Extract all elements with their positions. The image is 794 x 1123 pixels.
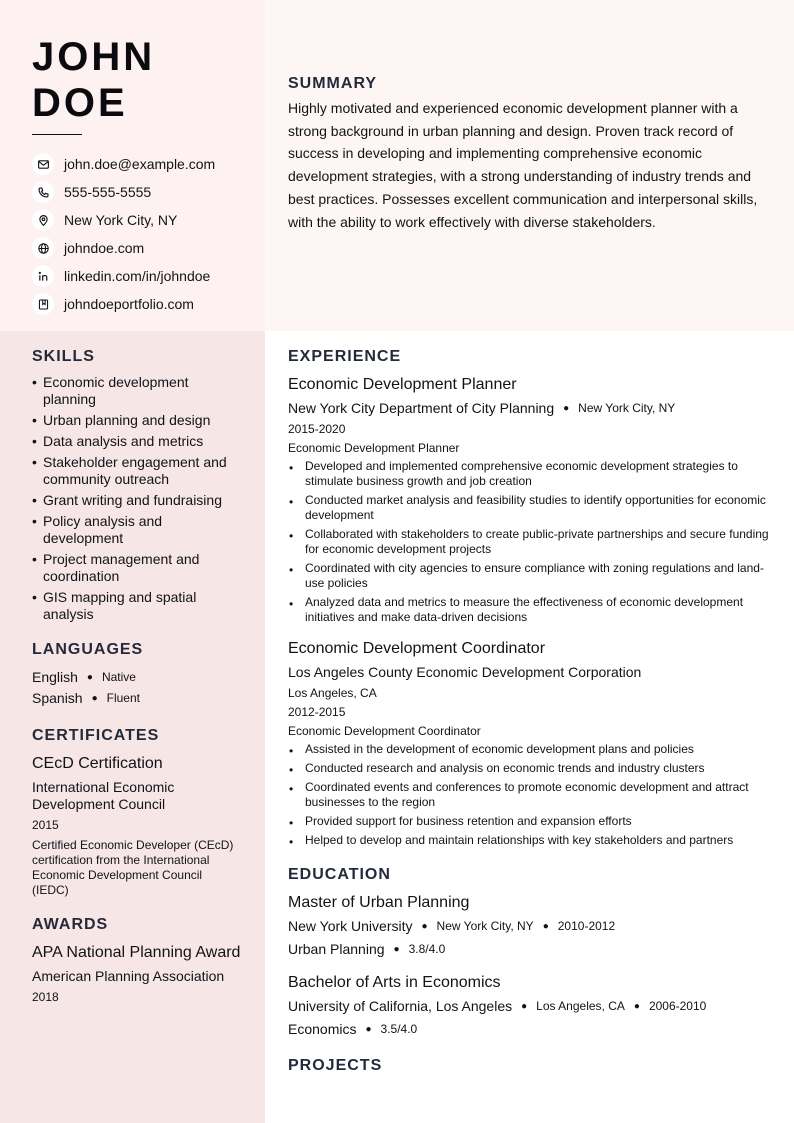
language-name: English [32,669,78,685]
contact-text: johndoe.com [64,240,145,256]
job-location: New York City, NY [578,401,676,415]
school: University of California, Los Angeles [288,998,513,1014]
skill-item: • Economic development planning [32,374,242,408]
location-pin-icon [32,209,54,231]
contact-text: johndoeportfolio.com [64,296,194,312]
contact-email[interactable] [32,150,257,178]
field-of-study: Economics [288,1021,357,1037]
awards-heading: AWARDS [32,916,109,933]
job-bullet: • Assisted in the development of economic development plans and policies [288,742,778,757]
gpa: 3.5/4.0 [380,1022,418,1036]
skill-item: • Grant writing and fundraising [32,492,242,509]
certificate-year: 2015 [32,818,59,832]
skill-item: • GIS mapping and spatial analysis [32,589,242,623]
job-bullet: • Coordinated events and conferences to promote economic development and attract businesses to the region [288,780,778,810]
summary-section [288,75,770,233]
job-dates: 2015-2020 [288,422,346,436]
education-entry [288,973,778,1039]
first-name: JOHN [32,35,156,79]
separator-dot: ● [521,1001,528,1012]
language-level: Native [101,670,136,684]
certificate-description: Certified Economic Developer (CEcD) certification from the International Economic Development Council (IEDC) [32,838,234,897]
mail-icon [32,153,54,175]
degree: Bachelor of Arts in Economics [288,974,501,991]
job-org: Los Angeles County Economic Development Corporation [288,664,642,680]
separator-dot: ● [393,944,400,955]
education-heading: EDUCATION [288,866,391,883]
contact-text: New York City, NY [64,212,178,228]
summary-heading: SUMMARY [288,75,378,92]
contact-text: john.doe@example.com [64,156,216,172]
candidate-name [32,34,155,126]
school-location: Los Angeles, CA [536,999,625,1013]
job-bullet: • Conducted market analysis and feasibility studies to identify opportunities for economic development [288,493,778,523]
contact-phone[interactable] [32,178,257,206]
school-row [288,917,778,936]
language-item [32,688,242,709]
certificate-name: CEcD Certification [32,755,163,772]
education-dates: 2010-2012 [557,919,616,933]
contact-linkedin[interactable] [32,262,257,290]
gpa: 3.8/4.0 [408,942,446,956]
contact-website[interactable] [32,234,257,262]
separator-dot: ● [563,403,570,414]
certificates-section [32,727,242,898]
separator-dot: ● [542,921,549,932]
linkedin-icon [32,265,54,287]
job-entry [288,639,778,848]
job-title: Economic Development Planner [288,376,517,393]
job-bullet: • Analyzed data and metrics to measure the effectiveness of economic development initiatives and make data-driven decisions [288,595,778,625]
skills-list [32,374,242,623]
degree: Master of Urban Planning [288,894,470,911]
main-content [288,348,778,1075]
sidebar [32,348,242,1005]
job-bullet: • Coordinated with city agencies to ensure compliance with zoning regulations and land-use policies [288,561,778,591]
experience-heading: EXPERIENCE [288,348,402,365]
skill-item: • Policy analysis and development [32,513,242,547]
job-bullet: • Provided support for business retention and expansion efforts [288,814,778,829]
job-org: New York City Department of City Planning [288,400,555,416]
languages-heading: LANGUAGES [32,641,144,658]
job-bullet: • Developed and implemented comprehensive economic development strategies to stimulate business growth and job creation [288,459,778,489]
job-entry [288,375,778,625]
school-row [288,997,778,1016]
skills-section [32,348,242,623]
field-row [288,1020,778,1039]
job-org-row [288,663,778,682]
separator-dot: ● [86,672,93,683]
award-name: APA National Planning Award [32,944,241,961]
awards-section [32,916,242,1005]
language-name: Spanish [32,690,83,706]
language-level: Fluent [106,691,140,705]
job-bullet: • Collaborated with stakeholders to create public-private partnerships and secure funding for economic development projects [288,527,778,557]
skill-item: • Stakeholder engagement and community outreach [32,454,242,488]
education-entry [288,893,778,959]
last-name: DOE [32,81,128,125]
separator-dot: ● [365,1024,372,1035]
contact-text: linkedin.com/in/johndoe [64,268,211,284]
skill-item: • Urban planning and design [32,412,242,429]
skills-heading: SKILLS [32,348,95,365]
projects-heading: PROJECTS [288,1057,383,1074]
job-bullet: • Conducted research and analysis on economic trends and industry clusters [288,761,778,776]
projects-section [288,1057,778,1075]
contact-location [32,206,257,234]
separator-dot: ● [633,1001,640,1012]
separator-dot: ● [91,693,98,704]
contact-portfolio[interactable] [32,290,257,318]
school: New York University [288,918,413,934]
award-year: 2018 [32,990,59,1004]
job-org-row [288,399,778,418]
job-role: Economic Development Planner [288,441,460,455]
education-dates: 2006-2010 [648,999,707,1013]
certificates-heading: CERTIFICATES [32,727,160,744]
job-dates: 2012-2015 [288,705,346,719]
job-role: Economic Development Coordinator [288,724,481,738]
certificate-org: International Economic Development Council [32,779,175,812]
job-bullets [288,459,778,625]
summary-text: Highly motivated and experienced economic development planner with a strong background in urban planning and design. Proven track record of success in developing and implementing comprehensive economic development strategies, with a strong understanding of industry trends and best practices. Possesses excellent communication and interpersonal skills, with the ability to work effectively with diverse stakeholders. [288,100,758,230]
experience-section [288,348,778,848]
separator-dot: ● [421,921,428,932]
field-of-study: Urban Planning [288,941,385,957]
job-location: Los Angeles, CA [288,686,377,700]
school-location: New York City, NY [436,919,534,933]
job-title: Economic Development Coordinator [288,640,546,657]
field-row [288,940,778,959]
contact-list [32,150,257,318]
phone-icon [32,181,54,203]
language-item [32,667,242,688]
skill-item: • Data analysis and metrics [32,433,242,450]
portfolio-icon [32,293,54,315]
languages-section [32,641,242,709]
education-section [288,866,778,1039]
job-bullets [288,742,778,848]
contact-text: 555-555-5555 [64,184,152,200]
name-divider [32,134,82,135]
job-bullet: • Helped to develop and maintain relationships with key stakeholders and partners [288,833,778,848]
globe-icon [32,237,54,259]
award-org: American Planning Association [32,968,225,984]
skill-item: • Project management and coordination [32,551,242,585]
